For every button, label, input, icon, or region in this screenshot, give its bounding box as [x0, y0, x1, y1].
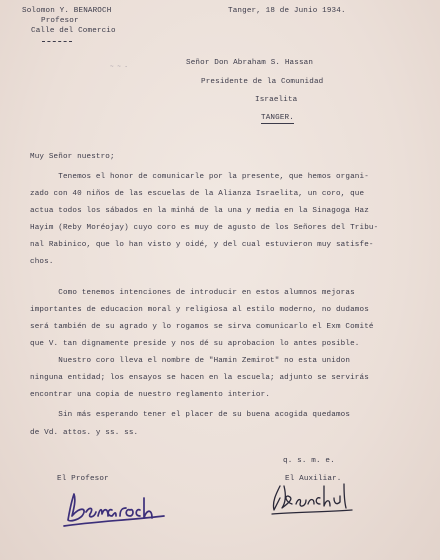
letterhead-rule [42, 41, 72, 42]
body-line: zado con 40 niños de las escuelas de la Alianza Israelita, un coro, que [30, 190, 365, 198]
recipient-line-2: Presidente de la Comunidad [201, 78, 324, 86]
body-line: Tenemos el honor de comunicarle por la presente, que hemos organi- [30, 173, 369, 181]
recipient-city: TANGER. [261, 114, 294, 122]
ink-smudge: ~ ~ - [110, 63, 129, 70]
body-line: actua todos los sábados en la minhá de la una y media en la Sinagoga Haz [30, 207, 369, 215]
body-line: que V. tan dignamente preside y nos dé su aprobacion lo antes posible. [30, 340, 360, 348]
date-line: Tanger, 18 de Junio 1934. [228, 7, 346, 15]
body-line: Como tenemos intenciones de introducir en estos alumnos mejoras [30, 289, 355, 297]
body-line: Nuestro coro lleva el nombre de "Hamin Zemirot" no esta unidon [30, 357, 351, 365]
letterhead-address: Calle del Comercio [31, 27, 116, 35]
body-line: encontrar una copia de nuestro reglamento interior. [30, 391, 271, 399]
greeting: Muy Señor nuestro; [30, 153, 115, 161]
body-line: Hayim (Reby Moréojay) cuyo coro es muy de agusto de los Señores del Tribu- [30, 224, 379, 232]
letterhead-name: Solomon Y. BENAROCH [22, 7, 112, 15]
body-line: será también de su agrado y lo rogamos se sirva comunicarlo el Exm Comité [30, 323, 374, 331]
body-line: Sin más esperando tener el placer de su buena acogida quedamos [30, 411, 351, 419]
body-line: nal Rabinico, que lo han visto y oidé, y del cual estuvieron muy satisfe- [30, 241, 374, 249]
recipient-line-1: Señor Don Abraham S. Hassan [186, 59, 314, 67]
closing-left-label: El Profesor [57, 475, 109, 483]
professor-signature [60, 486, 170, 534]
recipient-line-3: Israelita [255, 96, 298, 104]
letterhead-title: Profesor [41, 17, 79, 25]
closing-right-label: El Auxiliar. [285, 475, 342, 483]
auxiliar-signature [266, 476, 356, 518]
body-line: chos. [30, 258, 54, 266]
body-line: importantes de educacion moral y religiosa al estilo moderno, no dudamos [30, 306, 369, 314]
body-line: ninguna entidad; los ensayos se hacen en la escuela; adjunto se servirás [30, 374, 369, 382]
body-line: de Vd. attos. y ss. ss. [30, 429, 139, 437]
closing-formula: q. s. m. e. [283, 457, 335, 465]
